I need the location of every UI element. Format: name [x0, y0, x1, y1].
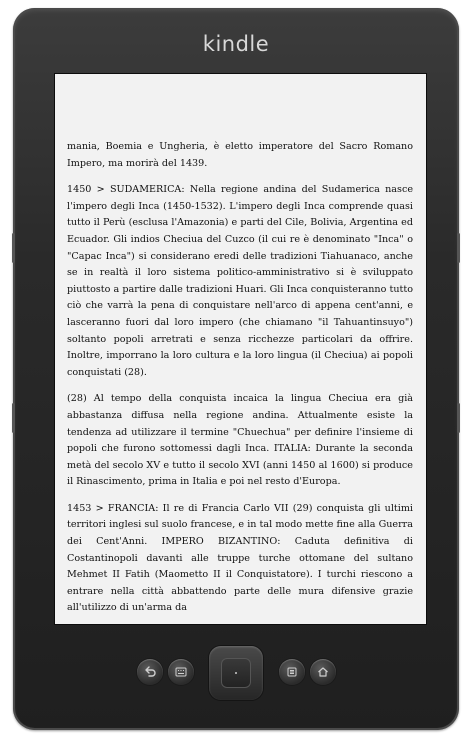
paragraph-2: 1450 > SUDAMERICA: Nella regione andina del Sudamerica nasce l'impero degli Inca (1450-1532). L'impero degli Inca comprende quasi tutto il Perù (esclusa l'Amazonia) e parti del Cile, Bolivia, Argentina ed Ecuador. Gli indios Checiua del Cuzco (il cui re è denominato "Inca" o "Capac Inca") si considerano eredi delle tradizioni Tiahuanaco, anche se in realtà il loro sistema politico-amministrativo si è sviluppato piuttosto a partire dalle tradizioni Huari. Gli Inca conquisteranno tutto ciò che varrà la pena di conquistare nell'arco di appena cent'anni, e lasceranno fuori dal loro impero (che chiamano "il Tahuantinsuyo") soltanto popoli arretrati e senza ricchezze particolari da offrire. Inoltre, imporrano la loro cultura e la loro lingua (il Checiua) ai popoli conquistati (28). [67, 184, 413, 378]
e-ink-screen [54, 73, 427, 625]
paragraph-3: (28) Al tempo della conquista incaica la lingua Checiua era già abbastanza diffusa nella regione andina. Attualmente esiste la tendenza ad utilizzare il termine "Chuechua" per definire l'insieme di popoli che furono sottomessi dagli Inca. ITALIA: Durante la seconda metà del secolo XV e tutto il secolo XVI (anni 1450 al 1600) si produce il Rinascimento, prima in Italia e poi nel resto d'Europa. [67, 393, 413, 488]
keyboard-icon [174, 665, 188, 679]
right-page-button-lower[interactable] [457, 403, 460, 433]
five-way-controller-icon [235, 672, 237, 674]
five-way-controller[interactable] [209, 646, 263, 700]
back-button[interactable] [137, 659, 163, 685]
home-button[interactable] [310, 659, 336, 685]
paragraph-1: mania, Boemia e Ungheria, è eletto imperatore del Sacro Romano Impero, ma morirà del 1439. [67, 141, 413, 169]
paragraph-4: 1453 > FRANCIA: Il re di Francia Carlo VII (29) conquista gli ultimi territori inglesi sul suolo francese, e in tal modo mette fine alla Guerra dei Cent'Anni. IMPERO BIZANTINO: Caduta definitiva di Costantinopoli davanti alle truppe turche ottomane del sultano Mehmet II Fatih (Maometto II il Conquistatore). I turchi riescono a entrare nella città abbattendo parte delle mura difensive grazie all'utilizzo di un'arma da [67, 502, 413, 614]
menu-button[interactable] [279, 659, 305, 685]
keyboard-button[interactable] [168, 659, 194, 685]
left-page-button-upper[interactable] [12, 233, 15, 263]
book-page [67, 139, 413, 627]
select-button[interactable] [221, 658, 251, 688]
button-bar [13, 640, 459, 720]
brand-logo: kindle [202, 32, 270, 56]
home-icon [316, 665, 330, 679]
right-page-button-upper[interactable] [457, 233, 460, 263]
back-arrow-icon [143, 665, 157, 679]
left-page-button-lower[interactable] [12, 403, 15, 433]
kindle-device [13, 8, 459, 730]
menu-icon [285, 665, 299, 679]
